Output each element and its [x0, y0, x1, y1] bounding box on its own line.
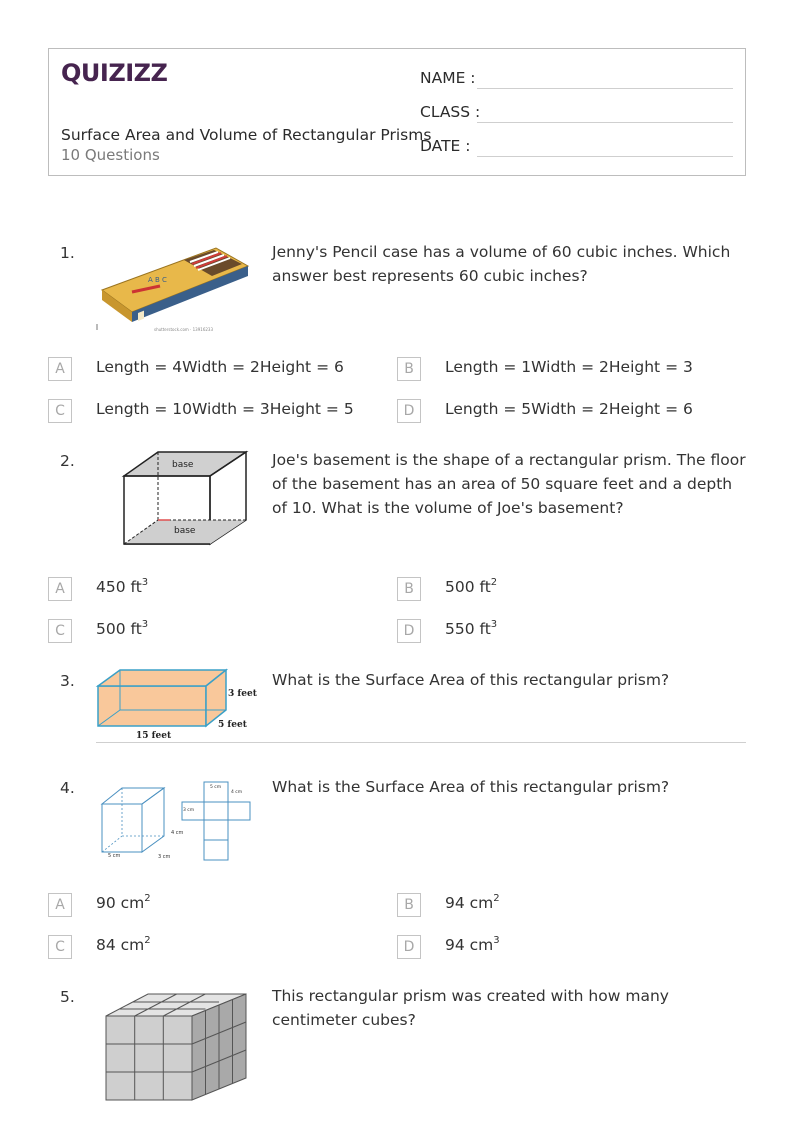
option-letter: D	[397, 935, 421, 959]
date-field	[420, 137, 470, 155]
question-1-number: 1.	[60, 244, 75, 262]
option-letter: A	[48, 357, 72, 381]
question-2-text: Joe's basement is the shape of a rectangular prism. The floor of the basement has an area of 50 square feet and a depth of 10. What is the volume of Joe's basement?	[272, 451, 746, 517]
image-caption: shutterstock.com · 13916233	[154, 327, 213, 332]
base-label-bottom: base	[174, 526, 196, 536]
question-count: 10 Questions	[61, 146, 160, 164]
date-label: DATE :	[420, 137, 471, 155]
svg-text:A B C: A B C	[148, 276, 167, 284]
net-label-4: 5 cm	[210, 785, 222, 790]
depth-label: 5 feet	[218, 720, 247, 730]
question-5-number: 5.	[60, 988, 75, 1006]
pencil-case-image	[96, 238, 256, 334]
option-text: 500 $ft^2$	[445, 577, 498, 597]
name-label: NAME :	[420, 69, 476, 87]
class-label: CLASS :	[420, 103, 481, 121]
option-letter: A	[48, 893, 72, 917]
option-letter: B	[397, 577, 421, 601]
question-3-text: What is the Surface Area of this rectangular prism?	[272, 671, 670, 689]
date-line[interactable]	[477, 156, 733, 157]
option-text: 84 $cm^2$	[96, 935, 151, 955]
prism-net-image	[96, 778, 254, 864]
option-text: Length = 5Width = 2Height = 6	[445, 400, 693, 418]
option-text: Length = 10Width = 3Height = 5	[96, 400, 354, 418]
net-label-1: 4 cm	[171, 830, 184, 836]
question-2-number: 2.	[60, 452, 75, 470]
option-letter: D	[397, 399, 421, 423]
option-text: 550 $ft^3$	[445, 619, 498, 639]
question-3-number: 3.	[60, 672, 75, 690]
option-text: Length = 4Width = 2Height = 6	[96, 358, 344, 376]
class-line[interactable]	[477, 122, 733, 123]
question-4-number: 4.	[60, 779, 75, 797]
option-text: 90 $cm^2$	[96, 893, 151, 913]
question-1-text: Jenny's Pencil case has a volume of 60 cubic inches. Which answer best represents 60 cubic inches?	[272, 243, 731, 285]
option-letter: B	[397, 357, 421, 381]
cube-prism-image	[104, 992, 248, 1102]
question-5-text: This rectangular prism was created with how many centimeter cubes?	[272, 987, 669, 1029]
base-label-top: base	[172, 460, 194, 470]
net-label-6: 3 cm	[183, 808, 195, 813]
name-field	[420, 69, 476, 87]
length-label: 15 feet	[136, 731, 172, 741]
option-letter: C	[48, 619, 72, 643]
net-label-2: 5 cm	[108, 853, 121, 859]
question-4-text: What is the Surface Area of this rectangular prism?	[272, 778, 670, 796]
option-text: 94 $cm^3$	[445, 935, 500, 955]
option-letter: C	[48, 935, 72, 959]
net-label-3: 3 cm	[158, 854, 171, 860]
net-label-5: 4 cm	[231, 790, 243, 795]
option-letter: B	[397, 893, 421, 917]
orange-prism-image	[96, 668, 257, 742]
worksheet-header	[48, 48, 746, 176]
class-field	[420, 103, 480, 121]
basement-prism-image	[120, 450, 250, 546]
option-text: 94 $cm^2$	[445, 893, 500, 913]
section-divider	[96, 742, 746, 743]
option-text: 500 $ft^3$	[96, 619, 149, 639]
option-letter: D	[397, 619, 421, 643]
option-letter: A	[48, 577, 72, 601]
quizizz-logo: QUIZIZZ	[61, 59, 168, 87]
option-text: 450 $ft^3$	[96, 577, 149, 597]
worksheet-title: Surface Area and Volume of Rectangular Prisms	[61, 126, 432, 144]
option-text: Length = 1Width = 2Height = 3	[445, 358, 693, 376]
option-letter: C	[48, 399, 72, 423]
height-label: 3 feet	[228, 689, 257, 699]
name-line[interactable]	[477, 88, 733, 89]
